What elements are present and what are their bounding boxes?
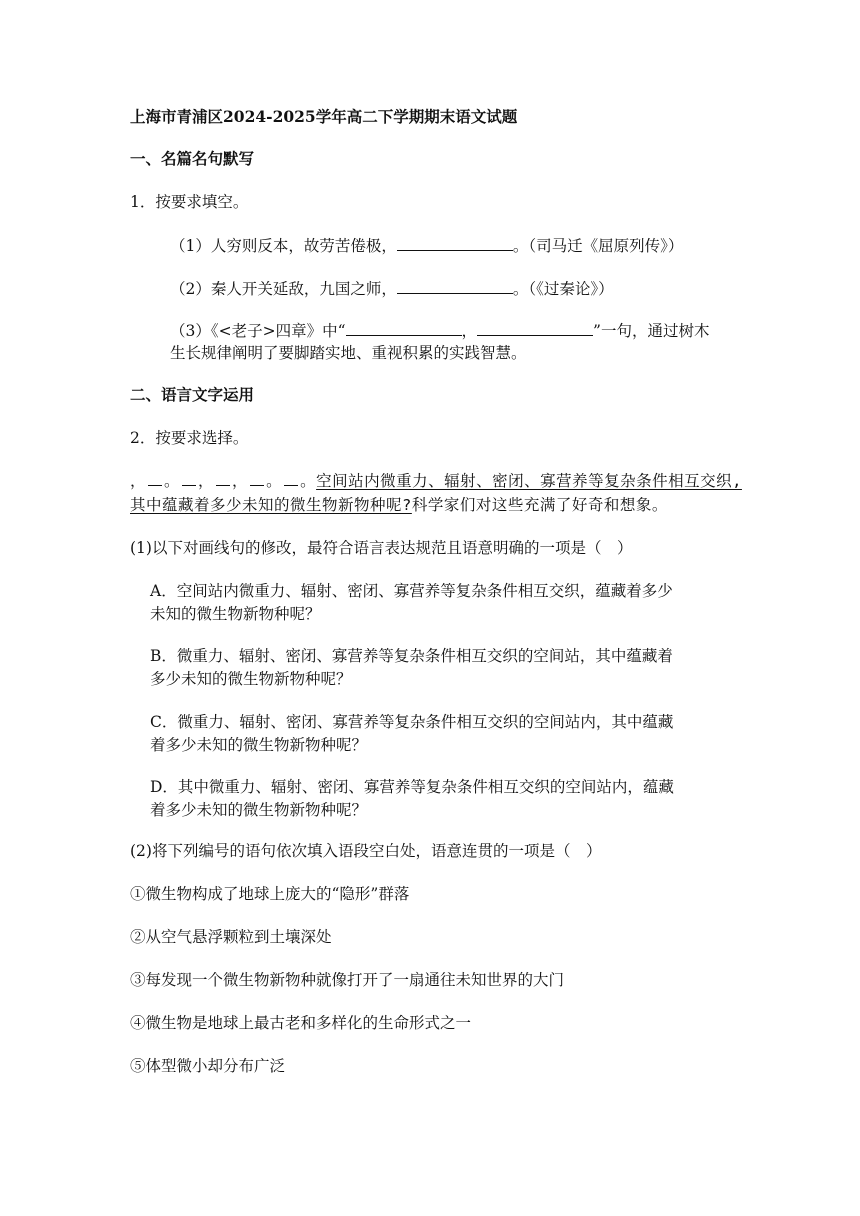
option-a-line-1: A．空间站内微重力、辐射、密闭、寡营养等复杂条件相互交织，蕴藏着多少 bbox=[150, 582, 673, 600]
item-3-text-before: （3）《<老子>四章》中“ bbox=[170, 322, 346, 340]
passage-lead-1: ， bbox=[130, 472, 147, 490]
numbered-sentence-1: ①微生物构成了地球上庞大的“隐形”群落 bbox=[130, 885, 410, 903]
option-b-line-1: B．微重力、辐射、密闭、寡营养等复杂条件相互交织的空间站，其中蕴藏着 bbox=[150, 647, 673, 665]
passage-tail: 科学家们对这些充满了好奇和想象。 bbox=[411, 496, 668, 514]
item-2-text-after: 。（《过秦论》） bbox=[512, 280, 614, 298]
passage-blank-2 bbox=[182, 469, 196, 486]
passage-blank-5 bbox=[284, 469, 298, 486]
underlined-sentence-part-1: 空间站内微重力、辐射、密闭、寡营养等复杂条件相互交织, bbox=[316, 472, 742, 490]
question-1-item-1 bbox=[170, 234, 683, 257]
answer-blank-1[interactable] bbox=[397, 234, 513, 251]
option-b-line-2: 多少未知的微生物新物种呢？ bbox=[150, 670, 352, 688]
passage-lead-2: 。 bbox=[164, 472, 181, 490]
question-1-stem: 1．按要求填空。 bbox=[130, 193, 249, 211]
sub-question-2-stem: (2)将下列编号的语句依次填入语段空白处，语意连贯的一项是（ ） bbox=[130, 842, 602, 860]
question-1-item-3 bbox=[170, 319, 709, 342]
option-d-line-1: D．其中微重力、辐射、密闭、寡营养等复杂条件相互交织的空间站内，蕴藏 bbox=[150, 778, 674, 796]
numbered-sentence-3: ③每发现一个微生物新物种就像打开了一扇通往未知世界的大门 bbox=[130, 971, 565, 989]
passage-lead-5: 。 bbox=[266, 472, 283, 490]
question-1-item-2 bbox=[170, 277, 614, 300]
answer-blank-4[interactable] bbox=[477, 319, 593, 336]
passage-lead-4: ， bbox=[232, 472, 249, 490]
underlined-sentence-part-2: 其中蕴藏着多少未知的微生物新物种呢? bbox=[130, 496, 412, 514]
passage-lead-3: ， bbox=[198, 472, 215, 490]
option-c-line-1: C．微重力、辐射、密闭、寡营养等复杂条件相互交织的空间站内，其中蕴藏 bbox=[150, 713, 674, 731]
section-heading-2: 二、语言文字运用 bbox=[130, 385, 255, 404]
numbered-sentence-2: ②从空气悬浮颗粒到土壤深处 bbox=[130, 928, 332, 946]
item-1-text-after: 。（司马迁《屈原列传》） bbox=[512, 237, 684, 255]
answer-blank-2[interactable] bbox=[397, 277, 513, 294]
sub-question-1-stem: (1)以下对画线句的修改，最符合语言表达规范且语意明确的一项是（ ） bbox=[130, 539, 633, 557]
passage-blank-4 bbox=[250, 469, 264, 486]
passage-line-1 bbox=[130, 469, 742, 492]
option-a-line-2: 未知的微生物新物种呢？ bbox=[150, 605, 321, 623]
option-c-line-2: 着多少未知的微生物新物种呢？ bbox=[150, 736, 368, 754]
numbered-sentence-5: ⑤体型微小却分布广泛 bbox=[130, 1057, 286, 1075]
passage-blank-3 bbox=[216, 469, 230, 486]
section-heading-1: 一、名篇名句默写 bbox=[130, 149, 255, 168]
passage-lead-6: 。 bbox=[300, 472, 317, 490]
item-3-text-after: ”一句，通过树木 bbox=[593, 322, 710, 340]
passage-line-2 bbox=[130, 494, 668, 516]
question-1-item-3-continued: 生长规律阐明了要脚踏实地、重视积累的实践智慧。 bbox=[170, 344, 527, 362]
passage-blank-1 bbox=[148, 469, 162, 486]
item-3-text-mid: ， bbox=[461, 322, 478, 340]
item-2-text-before: （2）秦人开关延敌，九国之师， bbox=[170, 280, 397, 298]
option-d-line-2: 着多少未知的微生物新物种呢？ bbox=[150, 801, 368, 819]
numbered-sentence-4: ④微生物是地球上最古老和多样化的生命形式之一 bbox=[130, 1014, 472, 1032]
question-2-stem: 2．按要求选择。 bbox=[130, 429, 249, 447]
answer-blank-3[interactable] bbox=[346, 319, 462, 336]
item-1-text-before: （1）人穷则反本，故劳苦倦极， bbox=[170, 237, 397, 255]
page-title: 上海市青浦区2024-2025学年高二下学期期末语文试题 bbox=[130, 107, 518, 126]
